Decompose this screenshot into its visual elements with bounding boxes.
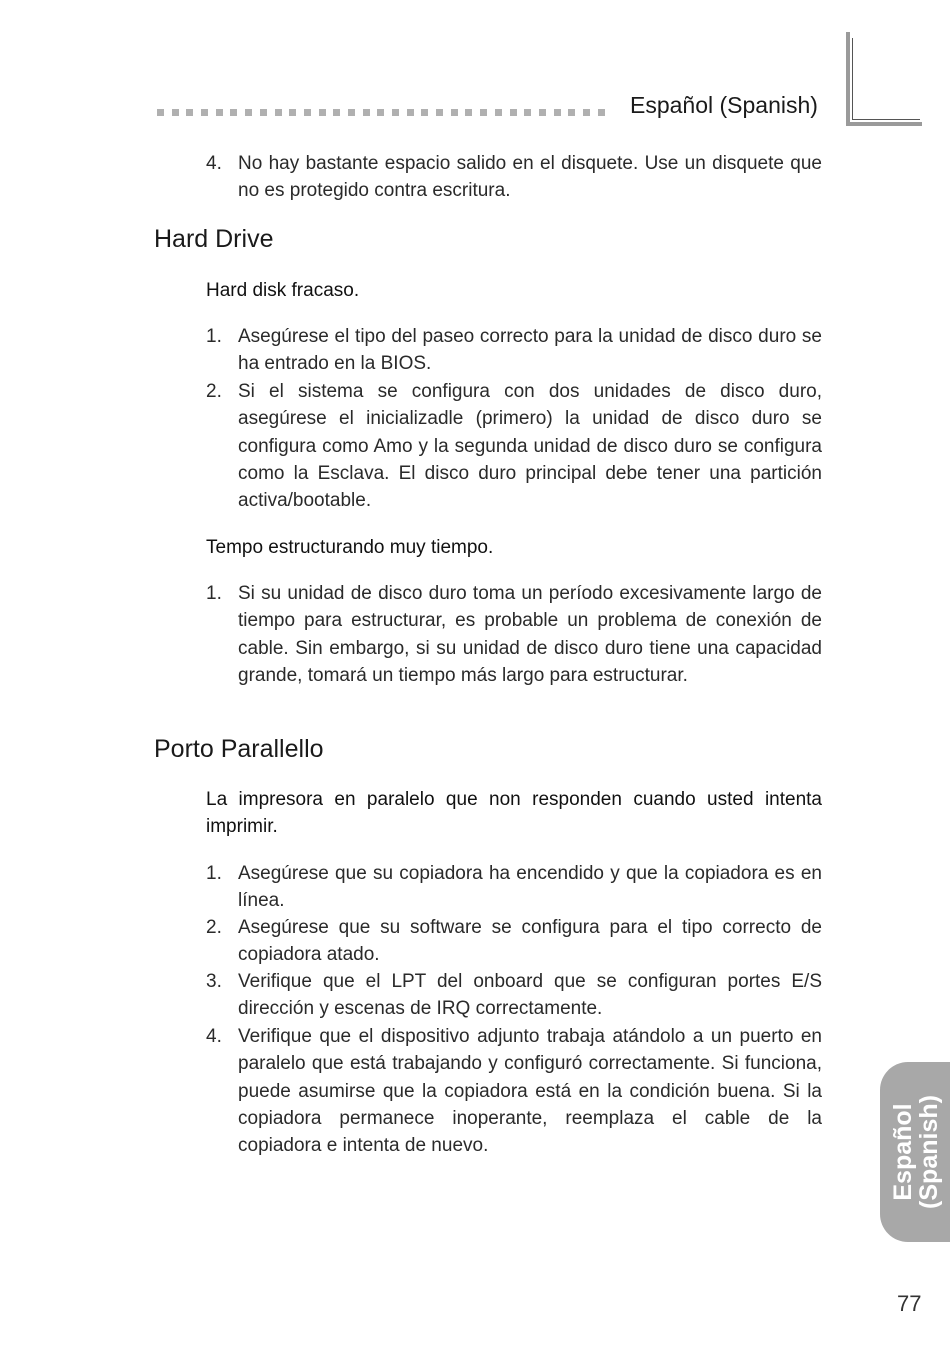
list-item-number: 4. [206,1026,222,1047]
header-dot [436,109,443,116]
list-item [206,914,822,969]
list-item-number: 1. [206,863,222,884]
list-item [206,580,822,689]
header-dot [407,109,414,116]
list-item-number: 1. [206,326,222,347]
problem-heading: Tempo estructurando muy tiempo. [206,537,494,558]
header-dot [568,109,575,116]
list-item-number: 3. [206,971,222,992]
list-item-number: 4. [206,153,222,174]
header-dot [377,109,384,116]
list-item-text: Verifique que el LPT del onboard que se configuran portes E/S dirección y escenas de IRQ correctamente. [238,971,822,1020]
header-dot [186,109,193,116]
header-dot [392,109,399,116]
header-dot [480,109,487,116]
header-title: Español (Spanish) [630,92,818,118]
section-heading-parallel-port: Porto Parallello [154,735,324,763]
list-item [206,323,822,378]
header-dot [216,109,223,116]
problem-heading: Hard disk fracaso. [206,280,360,301]
corner-mark [846,32,850,126]
header-dot [319,109,326,116]
header-dot [583,109,590,116]
list-item-text: Asegúrese que su copiadora ha encendido y que la copiadora es en línea. [238,863,822,912]
header-dot [172,109,179,116]
list-item-number: 1. [206,583,222,604]
section-heading-hard-drive: Hard Drive [154,225,274,253]
header-dot [348,109,355,116]
header-dot [539,109,546,116]
header-dot [333,109,340,116]
header-dot [598,109,605,116]
list-item [206,860,822,915]
header-dot [289,109,296,116]
list-item-text: No hay bastante espacio salido en el disquete. Use un disquete que no es protegido contra escritura. [238,153,822,202]
header-dot-rule [157,109,617,118]
header-dot [524,109,531,116]
list-item-number: 2. [206,381,222,402]
header-dot [510,109,517,116]
list-item-text: Asegúrese el tipo del paseo correcto para la unidad de disco duro se ha entrado en la BIOS. [238,326,822,375]
list-item-number: 2. [206,917,222,938]
list-item-text: Si el sistema se configura con dos unidades de disco duro, asegúrese el inicializadle (primero) la unidad de disco duro se configura como Amo y la segunda unidad de disco duro se configura como la Esclava. El disco duro principal debe tener una partición activa/bootable. [238,381,822,512]
header-dot [465,109,472,116]
list-item [206,150,822,205]
header-dot [554,109,561,116]
corner-mark-inner-bottom [852,119,920,120]
list-item [206,378,822,514]
list-item-text: Verifique que el dispositivo adjunto trabaja atándolo a un puerto en paralelo que está trabajando y configuró correctamente. Si funciona, puede asumirse que la copiadora está en la condición buena. Si la copiadora permanece inoperante, reemplaza el cable de la copiadora e intenta de nuevo. [238,1026,822,1157]
header-dot [304,109,311,116]
header-dot [363,109,370,116]
list-item-text: Si su unidad de disco duro toma un período excesivamente largo de tiempo para estructurar, es probable un problema de conexión de cable. Sin embargo, si su unidad de disco duro tiene una capacidad grande, tomará un tiempo más largo para estructurar. [238,583,822,686]
header-dot [275,109,282,116]
header-dot [230,109,237,116]
header-dot [260,109,267,116]
side-tab-line1: Español [889,1103,917,1201]
header-dot [495,109,502,116]
page-number: 77 [897,1291,922,1316]
corner-mark-inner [852,38,853,120]
header-dot [157,109,164,116]
list-item [206,968,822,1023]
header-dot [451,109,458,116]
header-dot [245,109,252,116]
list-item [206,1023,822,1159]
side-tab-line2: (Spanish) [915,1095,943,1209]
problem-heading: La impresora en paralelo que non responden cuando usted intenta imprimir. [206,789,822,838]
list-item-text: Asegúrese que su software se configura para el tipo correcto de copiadora atado. [238,917,822,966]
header-dot [421,109,428,116]
header-dot [201,109,208,116]
language-side-tab-label [882,1062,950,1242]
corner-mark-bottom [846,122,922,126]
